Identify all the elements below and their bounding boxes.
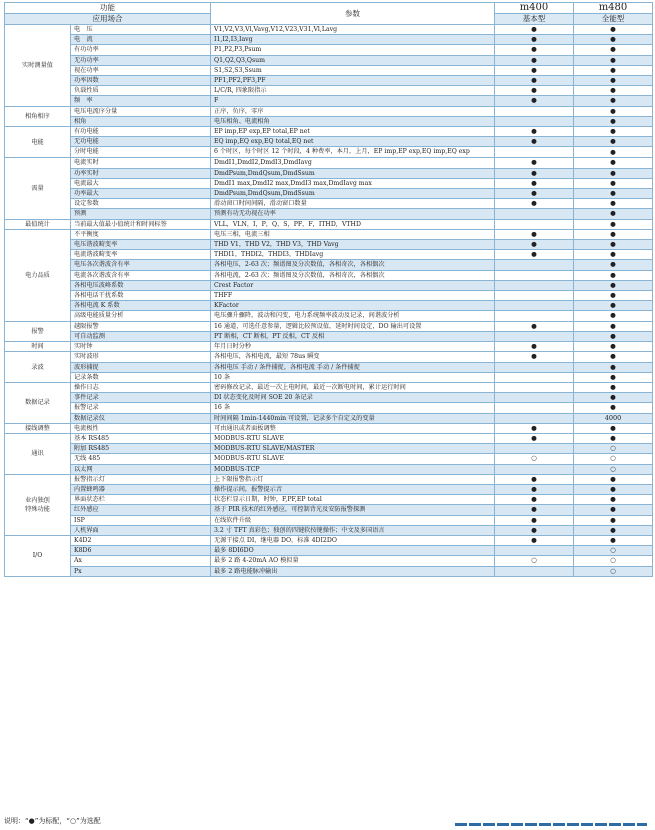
model-2-cell: ● [574,515,653,525]
model-1-cell: ● [495,137,574,147]
parameter-cell: 各相电压，2-63 次；频谱图及分次数值，各相奇次，各相偶次 [211,260,495,270]
category-cell: 录波 [5,352,71,383]
model-1-cell: ● [495,35,574,45]
model-1-cell [495,372,574,382]
table-row [5,199,653,209]
parameter-cell: F [211,96,495,106]
function-cell: 无功功率 [71,55,211,65]
function-cell: 电压电流序分量 [71,106,211,116]
model-1-cell: ● [495,189,574,199]
model-2-cell: ● [574,495,653,505]
function-cell: 报警记录 [71,403,211,413]
model-1-cell: ● [495,484,574,494]
category-cell: I/O [5,535,71,576]
model-2-cell: ● [574,240,653,250]
model-1-cell: ● [495,352,574,362]
model-2-cell: ● [574,301,653,311]
model-2-cell: ● [574,178,653,188]
parameter-cell: 操作提示间，报警提示音 [211,484,495,494]
table-row [5,372,653,382]
model-1-cell [495,331,574,341]
model-1-cell [495,106,574,116]
model-1-cell [495,301,574,311]
footer-decoration [455,823,647,826]
model-2-cell: ● [574,199,653,209]
table-row [5,301,653,311]
model-2-cell: ● [574,474,653,484]
table-row [5,45,653,55]
table-row [5,25,653,35]
model-1-cell: ● [495,240,574,250]
parameter-cell: V1,V2,V3,Vl,Vavg,V12,V23,V31,Vl,Lavg [211,25,495,35]
model-1-cell [495,362,574,372]
model-1-cell: ● [495,127,574,137]
table-row [5,270,653,280]
model-2-cell: ● [574,168,653,178]
model-2-cell: ○ [574,454,653,464]
parameter-cell: DmdI1,DmdI2,DmdI3,DmdIavg [211,158,495,168]
model-1-cell: ● [495,25,574,35]
parameter-cell: 在线软件升级 [211,515,495,525]
model-2-cell: ● [574,147,653,158]
model-2-cell: ● [574,535,653,545]
table-row [5,96,653,106]
model-1-cell: ● [495,525,574,535]
table-row [5,219,653,229]
header-parameter: 参数 [211,3,495,25]
parameter-cell: 最多 2 路 4-20mA AO 模拟量 [211,556,495,566]
model-1-cell: ● [495,250,574,260]
function-cell: 相角 [71,116,211,126]
model-2-cell: ● [574,55,653,65]
model-1-cell [495,280,574,290]
parameter-cell: 上下限报警指示灯 [211,474,495,484]
parameter-cell: 最多 8DI6DO [211,546,495,556]
model-1-cell [495,311,574,321]
parameter-cell: PF1,PF2,PF3,PF [211,76,495,86]
table-row [5,546,653,556]
model-1-cell: ● [495,199,574,209]
parameter-cell: 6 个时区，每个时区 12 个时段，4 种费率，本月，上月，EP imp,EP exp,EQ imp,EQ exp [211,147,495,158]
header-application: 应用场合 [5,14,211,25]
model-2-cell: ● [574,76,653,86]
parameter-cell: I1,I2,I3,Iavg [211,35,495,45]
parameter-cell: MODBUS-RTU SLAVE [211,433,495,443]
function-cell: 记录条数 [71,372,211,382]
function-cell: 电流各次谐波含有率 [71,270,211,280]
table-row [5,168,653,178]
parameter-cell: 滑动窗口时间间隔，滑动窗口数量 [211,199,495,209]
category-cell: 接线调整 [5,423,71,433]
parameter-cell: THD V1，THD V2，THD V3，THD Vavg [211,240,495,250]
table-row [5,147,653,158]
table-row [5,209,653,219]
function-cell: 内置蜂鸣器 [71,484,211,494]
function-cell: 越限报警 [71,321,211,331]
model-2-cell: ● [574,372,653,382]
model-2-cell: ● [574,403,653,413]
function-cell: 电流谐波畸变率 [71,250,211,260]
model-1-cell [495,291,574,301]
parameter-cell: 正序，负序，零序 [211,106,495,116]
model-1-cell: ● [495,433,574,443]
function-cell: 视在功率 [71,65,211,75]
model-2-cell: ● [574,158,653,168]
table-row [5,423,653,433]
category-cell: 数据记录 [5,382,71,423]
function-cell: 当前最大值最小值统计和时间标签 [71,219,211,229]
model-2-cell: ● [574,311,653,321]
table-row [5,433,653,443]
model-2-cell: ● [574,260,653,270]
function-cell: 分时电能 [71,147,211,158]
model-2-cell: ● [574,393,653,403]
model-2-cell: ● [574,86,653,96]
function-cell: 各相电压波峰系数 [71,280,211,290]
function-cell: 可自动监测 [71,331,211,341]
function-cell: 报警指示灯 [71,474,211,484]
parameter-cell: 年月日时分秒 [211,342,495,352]
table-row [5,240,653,250]
model-2-cell: ● [574,45,653,55]
parameter-cell: THFF [211,291,495,301]
model-1-cell [495,464,574,474]
model-2-cell: ● [574,116,653,126]
category-cell: 最值统计 [5,219,71,229]
model-2-cell: ● [574,280,653,290]
table-row [5,158,653,168]
parameter-cell: L/C/R, 四象限指示 [211,86,495,96]
model-1-cell [495,147,574,158]
parameter-cell: S1,S2,S3,Ssum [211,65,495,75]
model-1-cell: ● [495,168,574,178]
table-row [5,260,653,270]
model-2-cell: ● [574,342,653,352]
function-cell: 实时波形 [71,352,211,362]
model-2-cell: ● [574,291,653,301]
header-model-2-type: 全能型 [574,14,653,25]
category-cell: 通讯 [5,433,71,474]
table-row [5,505,653,515]
model-1-cell: ● [495,515,574,525]
function-cell: 电 流 [71,35,211,45]
parameter-cell: 无源干接点 DI，继电器 DO，标准 4DI2DO [211,535,495,545]
parameter-cell: DmdI1 max,DmdI2 max,DmdI3 max,DmdIavg max [211,178,495,188]
model-2-cell: ● [574,525,653,535]
function-cell: 有功电能 [71,127,211,137]
model-1-cell: ○ [495,454,574,464]
model-1-cell: ● [495,342,574,352]
function-cell: 实时钟 [71,342,211,352]
parameter-cell: DmdPsum,DmdQsum,DmdSsum [211,168,495,178]
table-row [5,86,653,96]
model-1-cell: ● [495,474,574,484]
model-1-cell [495,403,574,413]
parameter-cell: VLL，VLN，I，P，Q，S，PF，F，ITHD，VTHD [211,219,495,229]
table-row [5,556,653,566]
parameter-cell: 最多 2 路电能脉冲输出 [211,566,495,576]
function-cell: 附加 RS485 [71,444,211,454]
parameter-cell: DmdPsum,DmdQsum,DmdSsum [211,189,495,199]
model-1-cell: ● [495,321,574,331]
function-cell: 负载性质 [71,86,211,96]
function-cell: 电压各次谐波含有率 [71,260,211,270]
model-1-cell: ● [495,65,574,75]
parameter-cell: 16 通道，可选任意参量，逻辑比较预设值，延时时间设定，DO 输出可设置 [211,321,495,331]
category-cell: 时间 [5,342,71,352]
table-row [5,525,653,535]
parameter-cell: PT 断相，CT 断相，PT 反相，CT 反相 [211,331,495,341]
table-row [5,291,653,301]
table-row [5,362,653,372]
table-row [5,189,653,199]
function-cell: 功率最大 [71,189,211,199]
table-row [5,495,653,505]
parameter-cell: MODBUS-TCP [211,464,495,474]
model-2-cell: ● [574,352,653,362]
spec-table [4,2,653,577]
table-row [5,484,653,494]
model-1-cell [495,116,574,126]
model-2-cell: ● [574,331,653,341]
model-2-cell: ● [574,362,653,372]
parameter-cell: 各相电压，各相电流，最短 78us 瞬变 [211,352,495,362]
function-cell: 频 率 [71,96,211,106]
parameter-cell: 各相电流，2-63 次；频谱图及分次数值，各相奇次，各相偶次 [211,270,495,280]
function-cell: 人机界面 [71,525,211,535]
model-1-cell: ● [495,158,574,168]
table-row [5,178,653,188]
model-2-cell: ● [574,250,653,260]
model-1-cell [495,393,574,403]
model-2-cell: ● [574,127,653,137]
model-2-cell: ● [574,484,653,494]
function-cell: 各相电流 K 系数 [71,301,211,311]
model-2-cell: ○ [574,546,653,556]
parameter-cell: 密码修改记录，最近一次上电时间，最近一次断电时间，累计运行时间 [211,382,495,392]
parameter-cell: MODBUS-RTU SLAVE/MASTER [211,444,495,454]
table-row [5,280,653,290]
function-cell: 电流最大 [71,178,211,188]
table-row [5,250,653,260]
parameter-cell: 各相电压 手动 / 条件捕捉，各相电流 手动 / 条件捕捉 [211,362,495,372]
model-2-cell: ○ [574,556,653,566]
parameter-cell: Q1,Q2,Q3,Qsum [211,55,495,65]
parameter-cell: DI 状态变化及时间 SOE 20 条记录 [211,393,495,403]
function-cell: 基本 RS485 [71,433,211,443]
function-cell: 以太网 [71,464,211,474]
model-2-cell: ○ [574,464,653,474]
table-row [5,464,653,474]
function-cell: 波形捕捉 [71,362,211,372]
table-row [5,321,653,331]
table-row [5,474,653,484]
model-1-cell [495,260,574,270]
model-1-cell: ● [495,55,574,65]
table-row [5,382,653,392]
parameter-cell: Crest Factor [211,280,495,290]
model-2-cell: ● [574,25,653,35]
category-cell: 报警 [5,321,71,341]
function-cell: 电流实时 [71,158,211,168]
model-1-cell: ● [495,229,574,239]
header-model-1-type: 基本型 [495,14,574,25]
parameter-cell: 可由通讯或者面板调整 [211,423,495,433]
model-2-cell: ● [574,229,653,239]
model-2-cell: ● [574,433,653,443]
model-2-cell: ● [574,423,653,433]
parameter-cell: 时间间隔 1min-1440min 可设置，记录多个自定义的变量 [211,413,495,423]
model-2-cell: ● [574,505,653,515]
function-cell: ISP [71,515,211,525]
function-cell: 预测 [71,209,211,219]
parameter-cell: 预测有功无功视在功率 [211,209,495,219]
function-cell: 事件记录 [71,393,211,403]
table-row [5,229,653,239]
function-cell: 各相电话干扰系数 [71,291,211,301]
parameter-cell: MODBUS-RTU SLAVE [211,454,495,464]
table-row [5,127,653,137]
category-cell: 电能 [5,127,71,158]
function-cell: 无功电能 [71,137,211,147]
model-2-cell: ● [574,209,653,219]
function-cell: 电流极性 [71,423,211,433]
model-1-cell: ● [495,505,574,515]
model-1-cell: ● [495,423,574,433]
model-1-cell [495,209,574,219]
table-row [5,393,653,403]
model-1-cell [495,444,574,454]
function-cell: 不平衡度 [71,229,211,239]
function-cell: 功率实时 [71,168,211,178]
function-cell: 功率因数 [71,76,211,86]
function-cell: 数据记录仪 [71,413,211,423]
function-cell: 电 压 [71,25,211,35]
header-function: 功能 [5,3,211,14]
table-row [5,311,653,321]
category-cell: 相角相序 [5,106,71,126]
model-2-cell: ● [574,65,653,75]
function-cell: 有功功率 [71,45,211,55]
table-row [5,116,653,126]
model-1-cell: ● [495,45,574,55]
table-row [5,76,653,86]
table-row [5,35,653,45]
model-1-cell [495,546,574,556]
model-2-cell: 4000 [574,413,653,423]
function-cell: 界面状态栏 [71,495,211,505]
function-cell: 操作日志 [71,382,211,392]
category-cell: 实时测量值 [5,25,71,107]
function-cell: 无线 485 [71,454,211,464]
header-model-2: m480 [574,3,653,14]
function-cell: K4D2 [71,535,211,545]
category-cell: 电力品质 [5,229,71,321]
table-row [5,403,653,413]
model-2-cell: ● [574,106,653,116]
model-1-cell: ● [495,76,574,86]
parameter-cell: 电压骤升骤降，波动和闪变，电力系统频率波动及记录，间谐波分析 [211,311,495,321]
table-row [5,331,653,341]
parameter-cell: 16 条 [211,403,495,413]
parameter-cell: 基于 PIR 技术的红外感应，可控制背光及安防报警探测 [211,505,495,515]
model-1-cell [495,413,574,423]
function-cell: 电压谐波畸变率 [71,240,211,250]
parameter-cell: KFactor [211,301,495,311]
spec-table-wrapper [4,2,652,577]
category-cell: 需量 [5,158,71,219]
model-1-cell: ● [495,96,574,106]
model-1-cell [495,382,574,392]
model-1-cell: ● [495,178,574,188]
model-1-cell [495,270,574,280]
footnote: 说明：“●”为标配，“○”为选配 [4,817,101,825]
category-cell: 业内独创 特殊功能 [5,474,71,535]
model-1-cell: ● [495,86,574,96]
table-row [5,106,653,116]
table-row [5,515,653,525]
model-1-cell: ○ [495,556,574,566]
parameter-cell: 10 条 [211,372,495,382]
header-model-1: m400 [495,3,574,14]
function-cell: 高级电能质量分析 [71,311,211,321]
model-2-cell: ● [574,382,653,392]
table-row [5,535,653,545]
function-cell: 红外感应 [71,505,211,515]
model-2-cell: ● [574,189,653,199]
model-2-cell: ● [574,219,653,229]
spec-table-body [5,25,653,577]
table-row [5,352,653,362]
parameter-cell: 电压三相，电流三相 [211,229,495,239]
model-2-cell: ● [574,137,653,147]
table-row [5,342,653,352]
table-row [5,137,653,147]
parameter-cell: 电压相角、电流相角 [211,116,495,126]
model-2-cell: ○ [574,566,653,576]
parameter-cell: 状态栏显示日期，时钟，F,PF,EP total [211,495,495,505]
table-row [5,566,653,576]
model-1-cell: ● [495,495,574,505]
model-2-cell: ○ [574,444,653,454]
table-row [5,454,653,464]
model-1-cell [495,566,574,576]
model-2-cell: ● [574,270,653,280]
model-2-cell: ● [574,35,653,45]
parameter-cell: 3.2 寸 TFT 真彩色；独创的四键软按键操作；中文及多国语言 [211,525,495,535]
parameter-cell: P1,P2,P3,Psum [211,45,495,55]
function-cell: Px [71,566,211,576]
function-cell: K8D6 [71,546,211,556]
function-cell: 设定参数 [71,199,211,209]
parameter-cell: THDI1，THDI2，THDI3，THDIavg [211,250,495,260]
table-row [5,444,653,454]
parameter-cell: EQ imp,EQ exp,EQ total,EQ net [211,137,495,147]
table-row [5,55,653,65]
table-row [5,65,653,75]
table-row [5,413,653,423]
model-2-cell: ● [574,321,653,331]
model-2-cell: ● [574,96,653,106]
model-1-cell: ● [495,535,574,545]
parameter-cell: EP imp,EP exp,EP total,EP net [211,127,495,137]
function-cell: Ax [71,556,211,566]
model-1-cell [495,219,574,229]
